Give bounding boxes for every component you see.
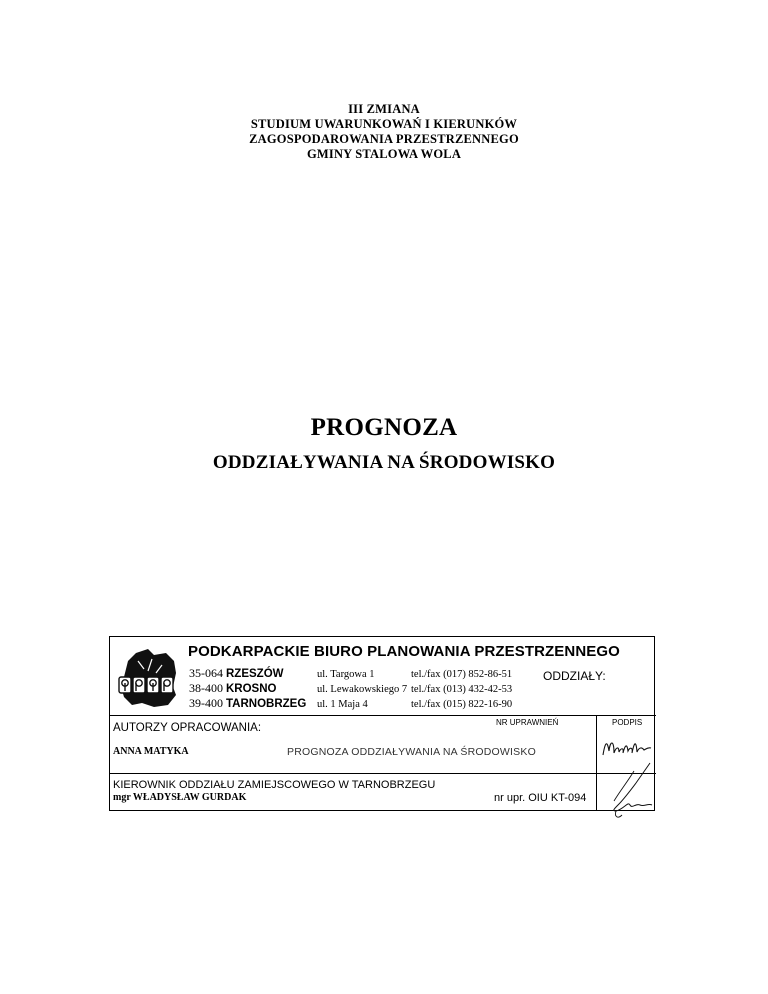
stamp-divider [110,773,656,774]
office-phone: tel./fax (015) 822-16-90 [411,699,513,710]
manager-signature [606,761,658,825]
stamp-divider [596,715,597,811]
manager-license-number: nr upr. OIU KT-094 [494,792,587,804]
office-street: ul. 1 Maja 4 [317,699,368,710]
document-type-label: PROGNOZA ODDZIAŁYWANIA NA ŚRODOWISKO [287,746,536,758]
office-city: RZESZÓW [226,668,284,680]
document-header [0,102,768,162]
authors-label: AUTORZY OPRACOWANIA: [113,722,262,734]
manager-name: mgr WŁADYSŁAW GURDAK [113,792,247,803]
pbpp-logo-icon [118,647,178,709]
office-cities [189,666,306,711]
office-phone: tel./fax (013) 432-42-53 [411,684,513,695]
signature-column-label: PODPIS [612,718,643,727]
header-line-3: ZAGOSPODAROWANIA PRZESTRZENNEGO [249,132,519,146]
title-block-stamp [109,636,655,811]
stamp-divider [110,715,656,716]
office-postcode: 38-400 [189,681,223,695]
header-line-4: GMINY STALOWA WOLA [306,147,462,161]
header-line-1: III ZMIANA [348,102,420,116]
office-postcode: 35-064 [189,666,223,680]
header-line-2: STUDIUM UWARUNKOWAŃ I KIERUNKÓW [250,117,518,131]
office-phones [411,667,512,712]
license-column-label: NR UPRAWNIEŃ [496,718,559,727]
office-postcode: 39-400 [189,696,223,710]
author-name: ANNA MATYKA [113,746,189,757]
office-phone: tel./fax (017) 852-86-51 [411,669,513,680]
document-title: PROGNOZA [310,414,458,441]
office-streets [317,667,407,712]
manager-label: KIEROWNIK ODDZIAŁU ZAMIEJSCOWEGO W TARNOBRZEGU [113,779,436,791]
office-city: KROSNO [226,683,277,695]
office-city: TARNOBRZEG [226,698,307,710]
office-street: ul. Lewakowskiego 7 [317,684,408,695]
branches-label: ODDZIAŁY: [543,669,606,683]
document-subtitle: ODDZIAŁYWANIA NA ŚRODOWISKO [212,452,556,473]
office-name: PODKARPACKIE BIURO PLANOWANIA PRZESTRZENNEGO [188,643,620,660]
office-street: ul. Targowa 1 [317,669,375,680]
